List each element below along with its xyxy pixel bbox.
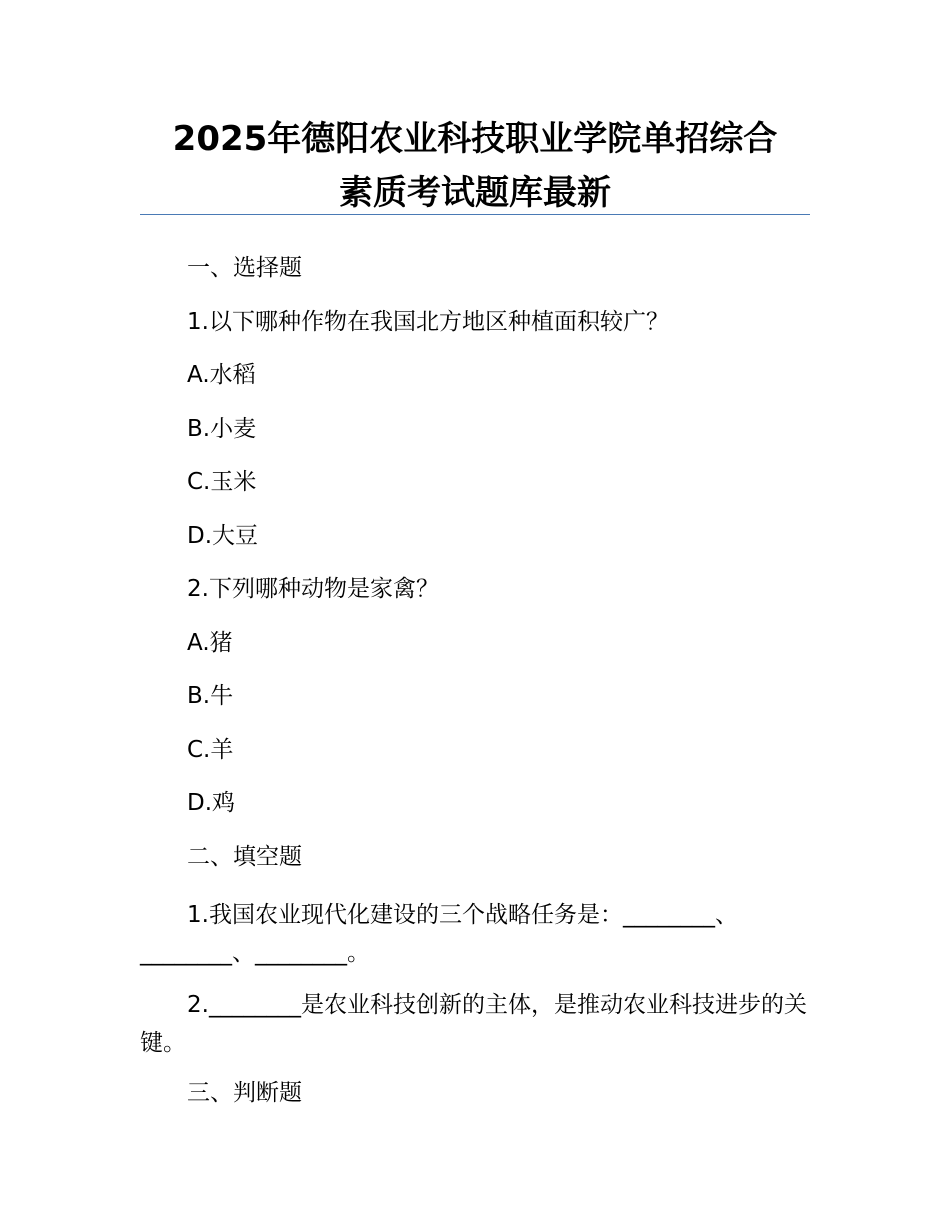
q2-option-c: C.羊	[187, 737, 234, 763]
title-line-1: 2025年德阳农业科技职业学院单招综合	[172, 119, 778, 159]
q2-option-d: D.鸡	[187, 790, 236, 816]
q2-option-b: B.牛	[187, 683, 234, 709]
section-heading-choice: 一、选择题	[187, 255, 302, 281]
q2-option-a: A.猪	[187, 630, 233, 656]
section-heading-judge: 三、判断题	[187, 1080, 302, 1106]
fill-question-2: 2.________是农业科技创新的主体，是推动农业科技进步的关键。	[140, 992, 807, 1056]
fill-question-1: 1.我国农业现代化建设的三个战略任务是：________、________、________。	[140, 902, 738, 966]
title-divider	[140, 214, 810, 215]
q1-option-c: C.玉米	[187, 469, 257, 495]
q1-option-b: B.小麦	[187, 416, 257, 442]
q1-option-a: A.水稻	[187, 362, 256, 388]
q1-option-d: D.大豆	[187, 523, 259, 549]
document-title	[140, 112, 810, 220]
section-heading-fill: 二、填空题	[187, 844, 302, 870]
title-line-2: 素质考试题库最新	[339, 173, 611, 213]
question-2: 2.下列哪种动物是家禽？	[187, 576, 439, 602]
question-1: 1.以下哪种作物在我国北方地区种植面积较广？	[187, 309, 669, 335]
